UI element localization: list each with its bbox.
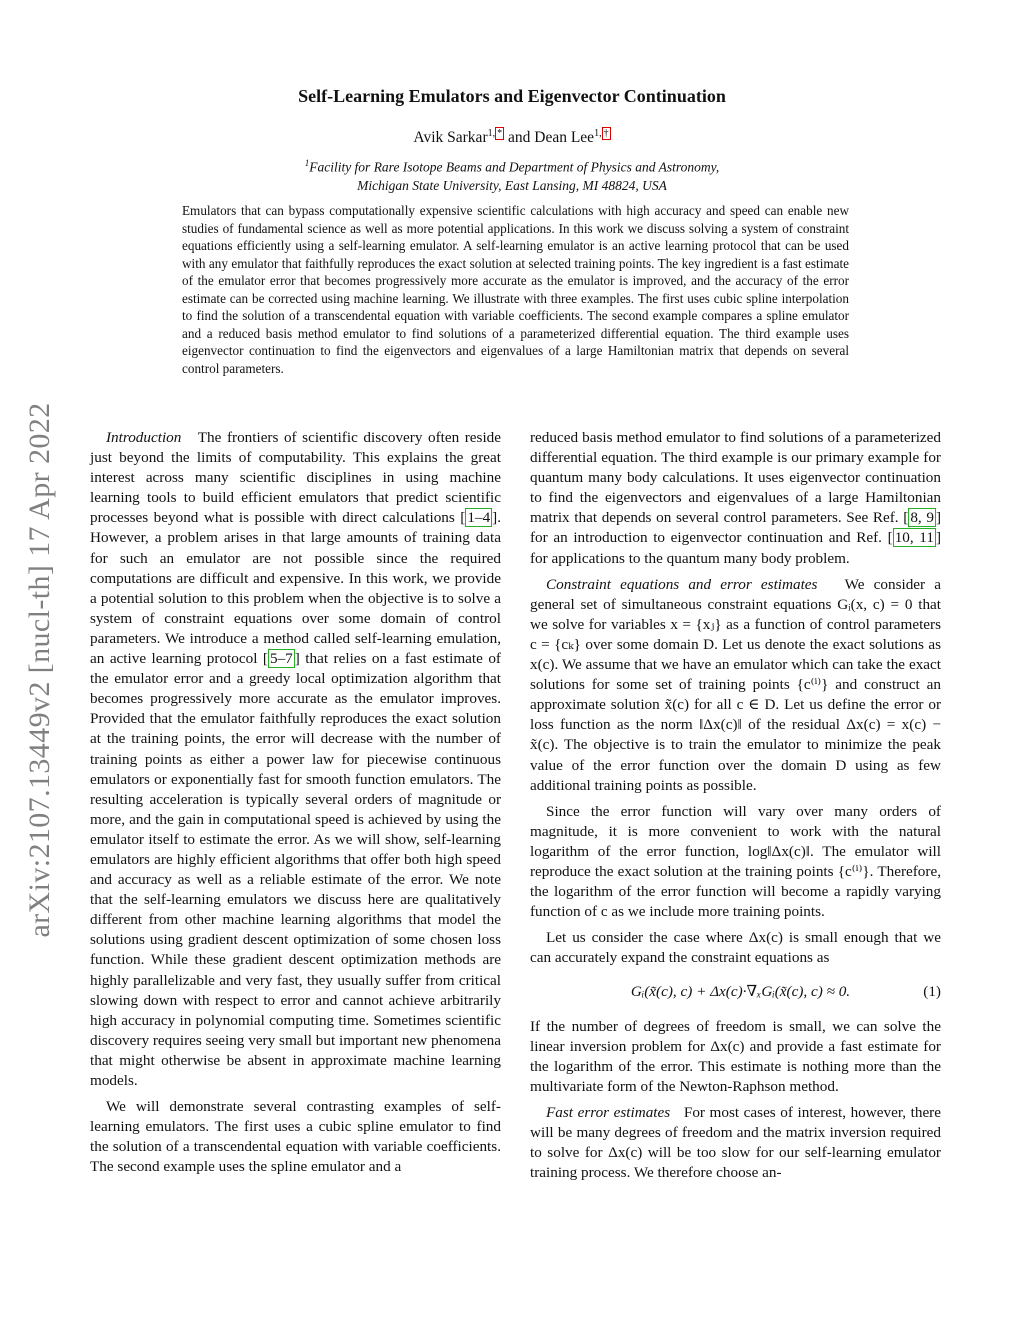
- author-conjunction: and: [507, 129, 531, 147]
- arxiv-identifier: arXiv:2107.13449v2 [nucl-th] 17 Apr 2022: [23, 402, 56, 938]
- equation-number: (1): [923, 983, 941, 1001]
- author-2-affil: 1,: [594, 128, 602, 139]
- paper-title: Self-Learning Emulators and Eigenvector Continuation: [298, 86, 726, 106]
- paragraph-fast-error: [530, 1103, 941, 1183]
- paragraph-examples: We will demonstrate several contrasting examples of self-learning emulators. The first uses a cubic spline emulator to find the solution of a transcendental equation with variable coefficients. The second example uses the spline emulator and a: [90, 1098, 501, 1176]
- affiliation: [0, 154, 1024, 195]
- arxiv-sidebar: [0, 0, 80, 1325]
- author-line: [0, 128, 1024, 147]
- section-heading-introduction: Introduction: [106, 429, 182, 446]
- paragraph-expansion: Let us consider the case where Δx(c) is small enough that we can accurately expand the constraint equations as: [530, 929, 941, 967]
- equation-1: [530, 982, 941, 1002]
- author-2: Dean Lee: [534, 129, 595, 147]
- equation-body: Gᵢ(x̃(c), c) + Δx(c)·∇ₓGᵢ(x̃(c), c) ≈ 0.: [630, 983, 851, 1001]
- constraint-text: We consider a general set of simultaneous constraint equations Gᵢ(x, c) = 0 that we solve for variables x = {xⱼ} as a function of control parameters c = {cₖ} over some domain D. Let us denote the exact solutions as x(c). We assume that we have an emulator which can take the exact solutions for some set of training points {c⁽ⁱ⁾} and construct an approximate solution x̃(c) for all c ∈ D. Let us define the error or loss function as the norm ‖Δx(c)‖ of the residual Δx(c) = x(c) − x̃(c). The objective is to train the emulator to minimize the peak value of the error function over the domain D using as few additional training points as possible.: [530, 575, 941, 794]
- citation-link[interactable]: 8, 9: [910, 509, 934, 527]
- section-heading-constraint: Constraint equations and error estimates: [546, 575, 818, 593]
- paragraph-continuation: reduced basis method emulator to find solutions of a parameterized differential equation. The third example is our primary example for quantum many body calculations. It uses eigenvector continuation to find the eigenvectors and eigenvalues of a large Hamiltonian matrix that depends on several control parameters. See Ref. [ 8, 9 ] for an introduction to eigenvector continuation and Ref. [ 10, 11 ] for applications to the quantum many body problem.: [530, 429, 942, 567]
- cont-text-a: reduced basis method emulator to find solutions of a parameterized differential equation. The third example is our primary example for quantum many body calculations. It uses eigenvector continuation to find the eigenvectors and eigenvalues of a large Hamiltonian matrix that depends on several control parameters. See Ref.: [530, 429, 941, 527]
- citation-link[interactable]: 1–4: [467, 509, 491, 527]
- affiliation-mark: 1: [304, 158, 310, 168]
- author-1-affil: 1,: [487, 128, 496, 139]
- affiliation-line-1: Facility for Rare Isotope Beams and Department of Physics and Astronomy,: [309, 159, 720, 175]
- author-2-footnote-link[interactable]: †: [603, 128, 609, 139]
- citation-link[interactable]: 10, 11: [894, 529, 934, 547]
- cont-text-b: for an introduction to eigenvector continuation and Ref.: [530, 529, 882, 547]
- intro-text-b: . However, a problem arises in that large amounts of training data for such an emulator are not possible since the required computations are difficult and expensive. In this work, we provide a potential solution to this problem when the objective is to solve a system of constraint equations over some domain of control parameters. We introduce a method called self-learning emulation, an active learning protocol: [90, 509, 502, 668]
- paragraph-introduction: Introduction The frontiers of scientific discovery often reside just beyond the limits of computability. This explains the great interest across many scientific disciplines in using machine learning tools to build efficient emulators that predict scientific processes beyond what is possible with direct calculations [ 1–4 ]. However, a problem arises in that large amounts of training data for such an emulator are not possible since the required computations are difficult and expensive. In this work, we provide a potential solution to this problem when the objective is to solve a system of constraint equations over some domain of control parameters. We introduce a method called self-learning emulation, an active learning protocol [ 5–7 ] that relies on a fast estimate of the emulator error and a greedy local optimization algorithm that becomes progressively more accurate as the emulator improves. Provided that the emulator faithfully reproduces the exact solution at the training points, the error will decrease with the number of training points as either a power law for piecewise continuous emulators or exponentially fast for smooth function emulators. The resulting acceleration is typically several orders of magnitude or more, and the gain in computational speed is achieved by using the emulator itself to estimate the error. As we will show, self-learning emulators are highly efficient algorithms that offer both high speed and accuracy as well as a reliable estimate of the error. We note that the self-learning emulators we discuss here are qualitatively different from other machine learning algorithms that model the solutions using gradient descent optimization of some chosen loss function. While these gradient descent optimization methods are highly parallelizable and very fast, they usually suffer from critical slowing down with respect to error and cannot achieve arbitrarily high accuracy in polynomial computing time. Sometimes scientific discovery requires seeing very small but important new phenomena that might otherwise be absent in approximate machine learning models.: [90, 429, 502, 1089]
- paragraph-constraint-equations: [530, 575, 941, 796]
- left-column: [90, 428, 501, 1183]
- section-heading-fast-error: Fast error estimates: [546, 1103, 671, 1121]
- affiliation-line-2: Michigan State University, East Lansing, MI 48824, USA: [357, 177, 667, 193]
- fast-error-text: For most cases of interest, however, there will be many degrees of freedom and the matrix inversion required to solve for Δx(c) will be too slow for our self-learning emulator training process. We therefore choose an-: [530, 1103, 941, 1182]
- intro-text-c: that relies on a fast estimate of the emulator error and a greedy local optimization algorithm that becomes progressively more accurate as the emulator improves. Provided that the emulator faithfully reproduces the exact solution at the training points, the error will decrease with the number of training points as either a power law for piecewise continuous emulators or exponentially fast for smooth function emulators. The resulting acceleration is typically several orders of magnitude or more, and the gain in computational speed is achieved by using the emulator itself to estimate the error. As we will show, self-learning emulators are highly efficient algorithms that offer both high speed and accuracy as well as a reliable estimate of the error. We note that the self-learning emulators we discuss here are qualitatively different from other machine learning algorithms that model the solutions using gradient descent optimization of some chosen loss function. While these gradient descent optimization methods are highly parallelizable and very fast, they usually suffer from critical slowing down with respect to error and cannot achieve arbitrarily high accuracy in polynomial computing time. Sometimes scientific discovery requires seeing very small but important new phenomena that might otherwise be absent in approximate machine learning models.: [90, 650, 501, 1089]
- abstract: Emulators that can bypass computationally expensive scientific calculations with high accuracy and speed can enable new studies of fundamental science as well as more potential applications. In this work we discuss solving a system of constraint equations efficiently using a self-learning emulator. A self-learning emulator is an active learning protocol that can be used with any emulator that faithfully reproduces the exact solution at selected training points. The key ingredient is a fast estimate of the emulator error that becomes progressively more accurate as the emulator is improved, and the accuracy of the error estimate can be corrected using machine learning. We illustrate with three examples. The first uses cubic spline interpolation to find the solution of a transcendental equation with variable coefficients. The second example compares a spline emulator and a reduced basis method emulator to find solutions of a parameterized differential equation. The third example uses eigenvector continuation to find the eigenvectors and eigenvalues of a large Hamiltonian matrix that depends on several control parameters.: [182, 203, 849, 376]
- author-1: Avik Sarkar: [413, 129, 488, 147]
- cont-text-c: for applications to the quantum many body problem.: [530, 549, 850, 567]
- right-column: [530, 428, 941, 1189]
- intro-text-a: The frontiers of scientific discovery often reside just beyond the limits of computability. This explains the great interest across many scientific disciplines in using machine learning tools to build efficient emulators that predict scientific processes beyond what is possible with direct calculations: [90, 429, 502, 527]
- citation-link[interactable]: 5–7: [269, 650, 293, 668]
- paragraph-log-error: Since the error function will vary over many orders of magnitude, it is more convenient to work with the natural logarithm of the error function, log‖Δx(c)‖. The emulator will reproduce the exact solution at the training points {c⁽ⁱ⁾}. Therefore, the logarithm of the error function will become a rapidly varying function of c as we include more training points.: [530, 802, 941, 921]
- author-1-footnote-link[interactable]: *: [497, 128, 503, 139]
- paragraph-newton-raphson: If the number of degrees of freedom is small, we can solve the linear inversion problem for Δx(c) and provide a fast estimate for the logarithm of the error. This estimate is nothing more than the multivariate form of the Newton-Raphson method.: [530, 1017, 941, 1095]
